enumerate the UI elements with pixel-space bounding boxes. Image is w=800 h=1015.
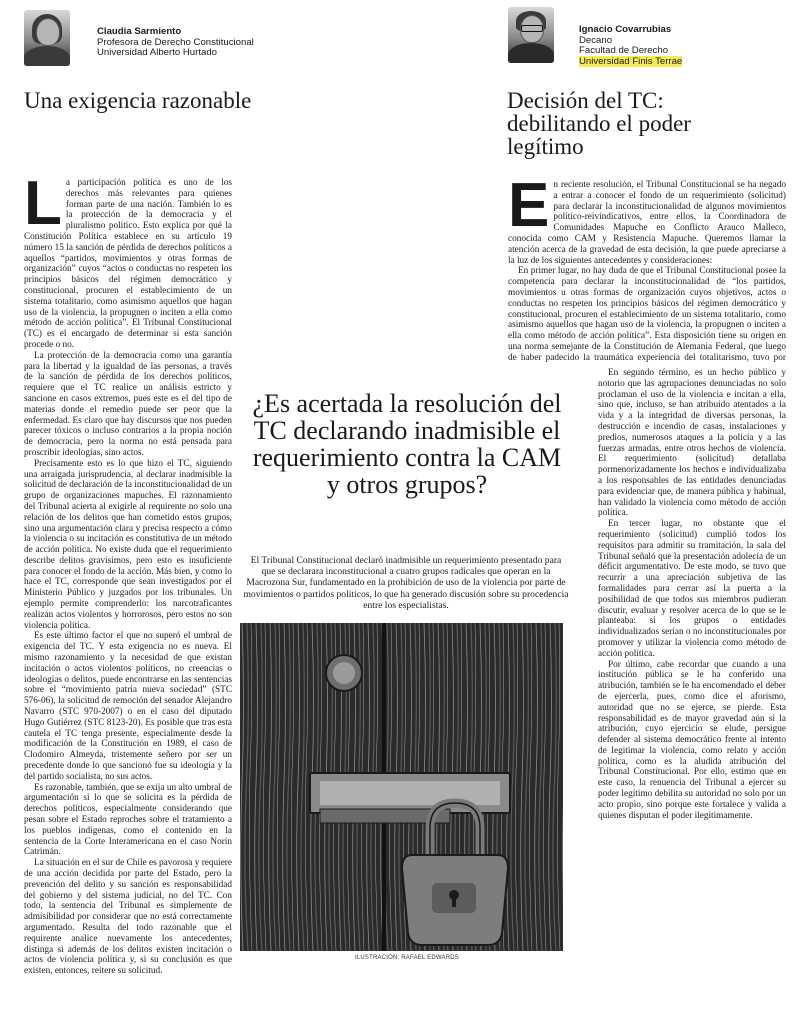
right-article-intro	[508, 180, 786, 362]
illustration-credit: ILUSTRACIÓN: RAFAEL EDWARDS	[355, 955, 459, 961]
right-article-title	[507, 89, 787, 158]
right-author-faculty: Facultad de Derecho	[579, 45, 669, 57]
right-paragraph-wide: En primer lugar, no hay duda de que el Tribunal Constitucional posee la competencia para declarar la inconstitucionalidad de “los partidos, movimientos u otras formas de organización cuyos objetivos, actos o conductas no respeten los principios básicos del régimen democrático y constitucional, procuren el establecimiento de un sistema totalitario, como asimismo aquellos que hagan uso de la violencia, la propugnen o inciten a ella como método de acción política”. Esta disposición tiene su origen en una norma semejante de la Constitución de Alemania Federal, que luego de haber padecido la traumática experiencia del totalitarismo, tuvo por	[508, 266, 786, 362]
left-article-title: Una exigencia razonable	[24, 88, 252, 113]
left-drop-cap: L	[24, 178, 62, 238]
left-author-name: Claudia Sarmiento	[97, 26, 182, 37]
right-title-line-3: legítimo	[507, 134, 584, 159]
feature-intro: El Tribunal Constitucional declaró inadmisible un requerimiento presentado para que se declarara inconstitucional a cuatro grupos radicales que operan en la Macrozona Sur, fundamentado en la prohibición de uso de la violencia por parte de movimientos o partidos políticos, lo que ha generado discusión sobre su procedencia entre los especialistas.	[243, 555, 569, 611]
right-paragraph: Por último, cabe recordar que cuando a una institución pública se le ha conferido una atribución, también se le ha encomendado el deber de ejercerla, pues, como dice el aforismo, autoridad que no se ejerce, se pierde. Esta responsabilidad es de mayor gravedad aún si la atribución, cuyo ejercicio se elude, persigue defender al sistema democrático frente al intento de legitimar la violencia, como relato y acción política, como es la aludida atribución del Tribunal Constitucional. Por ello, estimo que en este caso, la renuencia del Tribunal a ejercer su poder legítimo debilita su autoridad no solo por un acto propio, sino porque este fortalece y valida a quienes disputan el poder ilegítimamente.	[598, 659, 786, 821]
right-paragraph: En tercer lugar, no obstante que el requerimiento (solicitud) cumplió todos los requisitos para admitir su tramitación, la sala del Tribunal señaló que la presentación adolecía de un déficit argumentativo. De este modo, se tuvo que recurrir a una apreciación subjetiva de las formalidades para cerrar así la puerta a la posibilidad de que todos sus miembros pudieran discutir, evaluar y resolver acerca de lo que se le planteaba: si los grupos o entidades individualizados serían o no inconstitucionales por promover y utilizar la violencia como método de acción política.	[598, 519, 786, 659]
left-paragraph: Precisamente esto es lo que hizo el TC, siguiendo una arraigada jurisprudencia, al declarar inadmisible la solicitud de declaración de la inconstitucionalidad de un grupo de organizaciones mapuches. El razonamiento del Tribunal acierta al exigirle al requirente no solo una relación de los delitos que han cometido estos grupos, sino una argumentación clara y precisa respecto a cómo la violencia o su incitación es constitutiva de un método de acción política. No existe duda que el requerimiento describe delitos gravísimos, pero esto es insuficiente para conocer el fondo de la acción. Más bien, y como lo hace el TC, corresponde que sean investigados por el Ministerio Público y juzgados por los tribunales. Un ejemplo permite comprenderlo: los narcotraficantes realizan actos violentos y horrorosos, pero estos no son violencia política.	[24, 458, 232, 631]
right-article-body	[598, 368, 786, 970]
right-author-affiliation: Universidad Finis Terrae	[579, 55, 683, 67]
left-article-body	[24, 178, 232, 978]
left-author-affiliation: Universidad Alberto Hurtado	[97, 47, 217, 59]
right-drop-cap: E	[508, 180, 550, 240]
author-portrait-left	[24, 10, 70, 66]
left-paragraph: Es razonable, también, que se exija un alto umbral de argumentación si lo que se solicita es la pérdida de derechos políticos, especialmente considerando que pesan sobre el Estado reproches sobre el tratamiento a los pueblos indígenas, como el contenido en la sentencia de la Corte Interamericana en el caso Norín Catrimán.	[24, 782, 232, 858]
feature-question: ¿Es acertada la resolución del TC declarando inadmisible el requerimiento contra la CAM y otros grupos?	[252, 389, 562, 499]
glasses-icon	[521, 25, 543, 32]
left-paragraph: La protección de la democracia como una garantía para la libertad y la igualdad de las personas, a través de la sanción de pérdida de los derechos políticos, requiere que el TC realice un análisis estricto y sancione en casos extremos, pues este es el del tipo de materias donde el remedio puede ser peor que la enfermedad. Es claro que hay discursos que nos pueden parecer tóxicos o incluso contrarios a la propia noción de democracia, pero la norma no está pensada para proscribir ideologías, sino actos.	[24, 350, 232, 458]
right-author-role: Decano	[579, 34, 613, 46]
left-paragraph: La participación política es uno de los derechos más relevantes para quienes forman parte de una nación. También lo es la protección de la democracia y el pluralismo político. Esto explica por qué la Constitución Política establece en su artículo 19 número 15 la sanción de pérdida de derechos políticos a aquellos “partidos, movimientos y otras formas de organización” cuyos “actos o conductas no respeten los principios básicos del régimen democrático y constitucional, procuren el establecimiento de un sistema totalitario, como asimismo aquellos que hagan uso de la violencia, la propugnen o inciten a ella como método de acción política”. El Tribunal Constitucional (TC) es el encargado de determinar si esta sanción procede o no.	[24, 178, 232, 350]
left-author-role: Profesora de Derecho Constitucional	[97, 36, 254, 48]
left-paragraph: La situación en el sur de Chile es pavorosa y requiere de una acción decidida por parte del Estado, pero la prevención del delito y su sanción es responsabilidad del gobierno y del sistema judicial, no del TC. Con todo, la sentencia del Tribunal es simplemente de admisibilidad por considerar que no está correctamente argumentado. Resulta del todo razonable que el requirente analice nuevamente los antecedentes, distinga si además de los delitos existen incitación o actos de violencia política y, si su conclusión es que existen, entonces, reitere su solicitud.	[24, 858, 232, 977]
right-paragraph: En reciente resolución, el Tribunal Constitucional se ha negado a entrar a conocer el fondo de un requerimiento (solicitud) para declarar la inconstitucionalidad de algunos movimientos político-reivindicativos, entre ellos, la Coordinadora de Comunidades Mapuche en Conflicto Arauco Malleco, conocida como CAM y Resistencia Mapuche. Queremos llamar la atención acerca de la gravedad de esta decisión, la que puede apreciarse a la luz de los siguientes antecedentes y consideraciones:	[508, 180, 786, 266]
right-title-line-2: debilitando el poder	[507, 111, 691, 136]
author-portrait-right	[508, 7, 554, 63]
right-paragraph: En segundo término, es un hecho público y notorio que las agrupaciones denunciadas no solo proclaman el uso de la violencia e incitan a ella, sino que, incluso, se han atribuido atentados a la vida y a la integridad de diversas personas, la destrucción e incendio de casas, instalaciones y predios, numerosos ataques a la policía y a las fuerzas armadas, entre otros hechos de violencia. El requerimiento (solicitud) detallaba pormenorizadamente los hechos e individualizaba a los responsables de las entidades denunciadas para evidenciar que, de manera pública y habitual, han validado la violencia como método de acción política.	[598, 368, 786, 519]
right-author-name: Ignacio Covarrubias	[579, 24, 672, 35]
padlock-icon	[240, 623, 563, 951]
right-author-block	[579, 25, 779, 67]
left-author-block	[97, 27, 337, 59]
padlock-door-illustration	[240, 623, 563, 951]
right-title-line-1: Decisión del TC:	[507, 88, 664, 113]
left-paragraph: Es este último factor el que no superó el umbral de exigencia del TC. Y esta exigencia no es nueva. El mismo razonamiento y la necesidad de que existan incitación o actos violentos políticos, no creencias o ideologías o delitos, puede encontrarse en las sentencias sobre el “movimiento patria nueva sociedad” (STC 576-06), la solicitud de remoción del senador Alejandro Navarro (STC 970-2007) o en el caso del diputado Hugo Gutiérrez (STC 8123-20). Es posible que tras esta cautela el TC tenga presente, especialmente desde la modificación de la Constitución en 1989, el caso de Clodomiro Almeyda, tristemente señero por ser un precedente donde lo que sancionó fue su ideología y la del partido socialista, no sus actos.	[24, 631, 232, 782]
